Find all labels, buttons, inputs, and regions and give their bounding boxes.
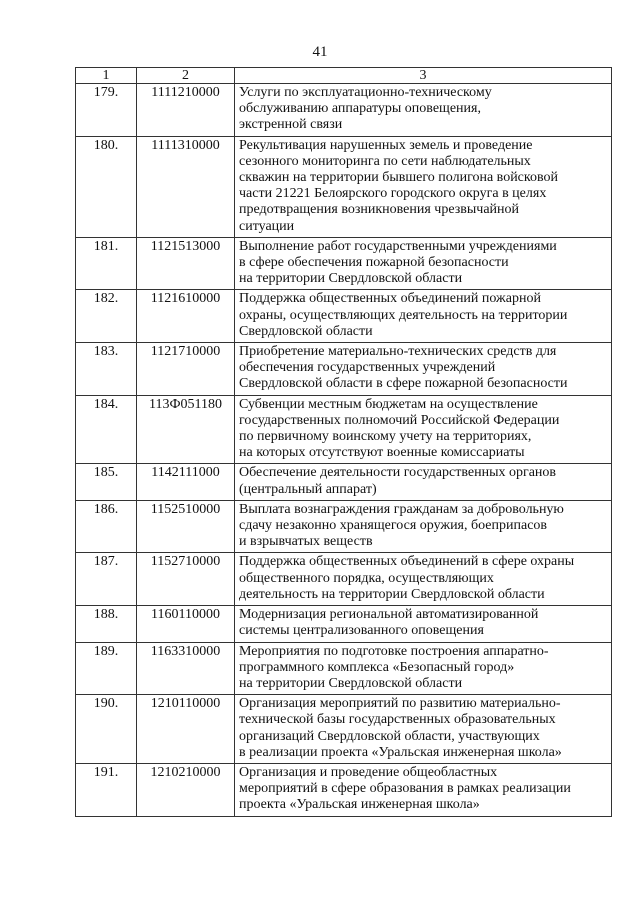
budget-code: 1210210000 (137, 763, 235, 816)
table-row (76, 464, 612, 500)
expenditure-description: Приобретение материально-технических средств для обеспечения государственных учреждений Свердловской области в сфере пожарной безопасности (235, 343, 612, 396)
row-number: 183. (76, 343, 137, 396)
budget-code: 1160110000 (137, 606, 235, 642)
row-number: 187. (76, 553, 137, 606)
expenditure-description: Выполнение работ государственными учреждениями в сфере обеспечения пожарной безопасности на территории Свердловской области (235, 237, 612, 290)
expenditure-description: Организация и проведение общеобластных мероприятий в сфере образования в рамках реализации проекта «Уральская инженерная школа» (235, 763, 612, 816)
budget-code: 1121513000 (137, 237, 235, 290)
budget-code: 113Ф051180 (137, 395, 235, 464)
table-row (76, 695, 612, 764)
row-number: 179. (76, 84, 137, 137)
column-header: 3 (235, 68, 612, 84)
table-row (76, 606, 612, 642)
row-number: 180. (76, 136, 137, 237)
expenditure-description: Рекультивация нарушенных земель и проведение сезонного мониторинга по сети наблюдательных скважин на территории бывшего полигона войсковой части 21221 Белоярского городского округа в целях предотвращения возникновения чрезвычайной ситуации (235, 136, 612, 237)
table-row (76, 136, 612, 237)
table-header-row (76, 68, 612, 84)
table-row (76, 343, 612, 396)
budget-code: 1152710000 (137, 553, 235, 606)
expenditure-description: Мероприятия по подготовке построения аппаратно- программного комплекса «Безопасный город» на территории Свердловской области (235, 642, 612, 695)
row-number: 182. (76, 290, 137, 343)
expenditure-description: Субвенции местным бюджетам на осуществление государственных полномочий Российской Федерации по первичному воинскому учету на территориях, на которых отсутствуют военные комиссариаты (235, 395, 612, 464)
row-number: 184. (76, 395, 137, 464)
budget-code: 1163310000 (137, 642, 235, 695)
table-body (76, 68, 612, 817)
table-row (76, 395, 612, 464)
table-row (76, 642, 612, 695)
expenditure-description: Поддержка общественных объединений в сфере охраны общественного порядка, осуществляющих деятельность на территории Свердловской области (235, 553, 612, 606)
row-number: 190. (76, 695, 137, 764)
budget-code: 1111210000 (137, 84, 235, 137)
expenditure-description: Услуги по эксплуатационно-техническому обслуживанию аппаратуры оповещения, экстренной связи (235, 84, 612, 137)
budget-code: 1152510000 (137, 500, 235, 553)
page-number: 41 (312, 44, 328, 60)
row-number: 181. (76, 237, 137, 290)
row-number: 186. (76, 500, 137, 553)
budget-code: 1121710000 (137, 343, 235, 396)
expenditure-description: Организация мероприятий по развитию материально- технической базы государственных образовательных организаций Свердловской области, участвующих в реализации проекта «Уральская инженерная школа» (235, 695, 612, 764)
expenditure-description: Поддержка общественных объединений пожарной охраны, осуществляющих деятельность на территории Свердловской области (235, 290, 612, 343)
budget-table (75, 67, 612, 817)
table-row (76, 84, 612, 137)
table-row (76, 553, 612, 606)
column-header: 1 (76, 68, 137, 84)
expenditure-description: Выплата вознаграждения гражданам за добровольную сдачу незаконно хранящегося оружия, боеприпасов и взрывчатых веществ (235, 500, 612, 553)
row-number: 191. (76, 763, 137, 816)
row-number: 185. (76, 464, 137, 500)
budget-code: 1121610000 (137, 290, 235, 343)
budget-code: 1210110000 (137, 695, 235, 764)
budget-code: 1142111000 (137, 464, 235, 500)
table-row (76, 763, 612, 816)
budget-code: 1111310000 (137, 136, 235, 237)
row-number: 189. (76, 642, 137, 695)
expenditure-description: Обеспечение деятельности государственных органов (центральный аппарат) (235, 464, 612, 500)
row-number: 188. (76, 606, 137, 642)
expenditure-description: Модернизация региональной автоматизированной системы централизованного оповещения (235, 606, 612, 642)
table-row (76, 500, 612, 553)
column-header: 2 (137, 68, 235, 84)
table-row (76, 290, 612, 343)
table-row (76, 237, 612, 290)
